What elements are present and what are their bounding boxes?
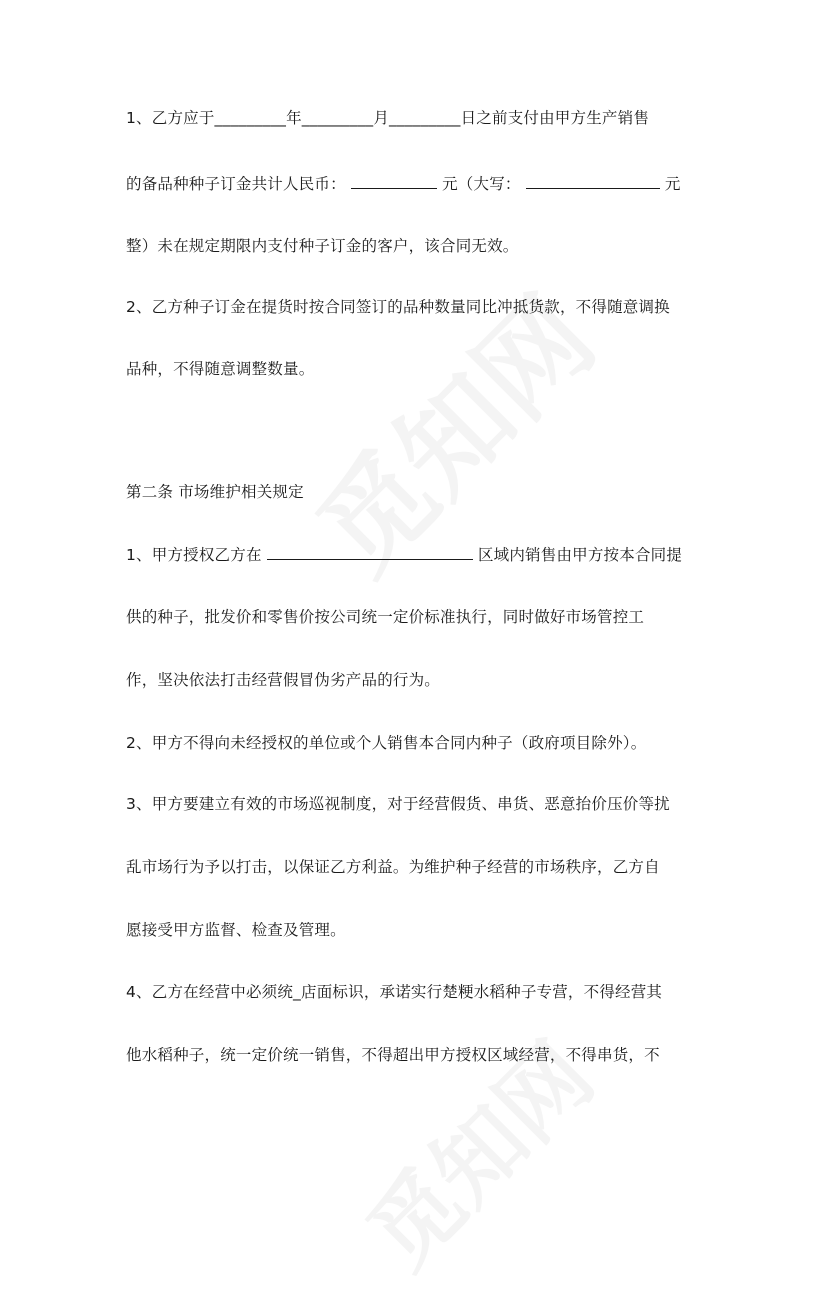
paragraph-line [126, 605, 644, 629]
paragraph-line [126, 980, 662, 1004]
paragraph-line [126, 1043, 660, 1067]
paragraph-line [126, 731, 646, 755]
paragraph-line [126, 106, 649, 130]
text-run: 的备品种种子订金共计人民币： [126, 175, 346, 193]
paragraph-line [126, 172, 681, 196]
paragraph-line [126, 357, 314, 381]
section-heading [126, 480, 304, 504]
paragraph-line [126, 855, 660, 879]
text-run: 1、甲方授权乙方在 [126, 546, 262, 564]
amount-words-blank [526, 172, 660, 189]
text-run: 作，坚决依法打击经营假冒伪劣产品的行为。 [126, 671, 441, 689]
text-run: 3、甲方要建立有效的市场巡视制度，对于经营假货、串货、恶意抬价压价等扰 [126, 795, 670, 813]
text-run: 愿接受甲方监督、检查及管理。 [126, 921, 346, 939]
text-run: 品种，不得随意调整数量。 [126, 360, 315, 378]
paragraph-line [126, 234, 519, 258]
text-run: 元（大写： [442, 175, 521, 193]
text-run: 元 [664, 175, 681, 193]
text-run: 2、乙方种子订金在提货时按合同签订的品种数量同比冲抵货款，不得随意调换 [126, 298, 670, 316]
text-run: 整）未在规定期限内支付种子订金的客户，该合同无效。 [126, 237, 519, 255]
paragraph-line [126, 668, 440, 692]
text-run: 区域内销售由甲方按本合同提 [477, 546, 683, 564]
text-run: 2、甲方不得向未经授权的单位或个人销售本合同内种子（政府项目除外）。 [126, 734, 647, 752]
paragraph-line [126, 792, 670, 816]
text-run: 乱市场行为予以打击，以保证乙方利益。为维护种子经营的市场秩序，乙方自 [126, 858, 660, 876]
amount-blank [351, 172, 437, 189]
text-run: 供的种子，批发价和零售价按公司统一定价标准执行，同时做好市场管控工 [126, 608, 645, 626]
region-blank [267, 543, 473, 560]
text-run: 1、乙方应于_________年_________月_________日之前支付由甲方生产销售 [126, 109, 650, 127]
text-run: 第二条 市场维护相关规定 [126, 483, 304, 501]
paragraph-line [126, 918, 346, 942]
text-run: 4、乙方在经营中必须统_店面标识，承诺实行楚粳水稻种子专营，不得经营其 [126, 983, 663, 1001]
paragraph-line [126, 295, 670, 319]
text-run: 他水稻种子，统一定价统一销售，不得超出甲方授权区域经营，不得串货，不 [126, 1046, 660, 1064]
paragraph-line [126, 543, 682, 567]
